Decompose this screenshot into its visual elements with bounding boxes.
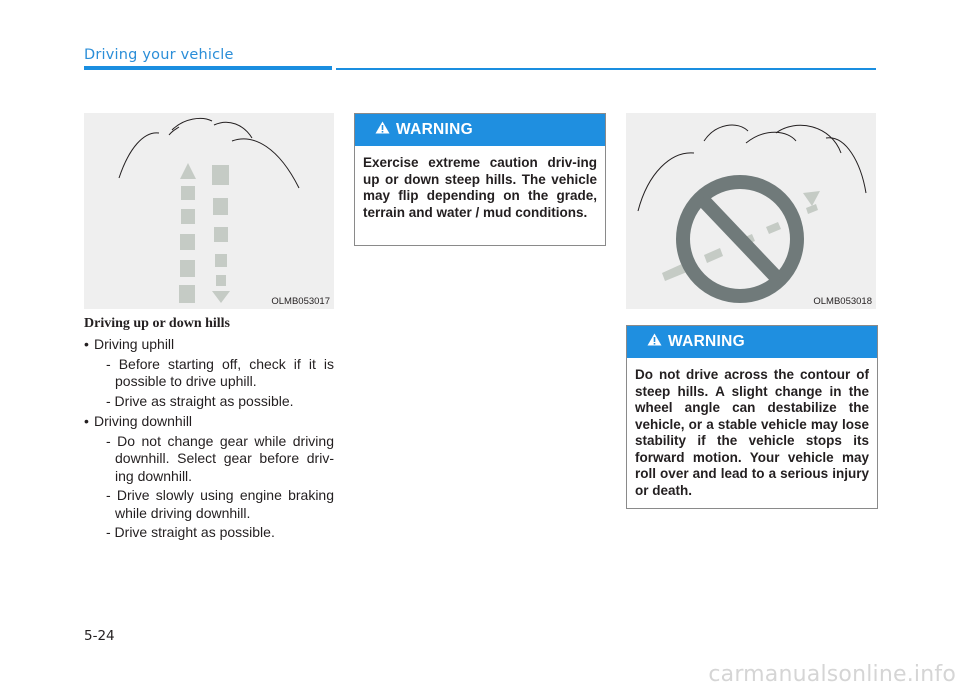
prohibited-icon <box>683 182 797 296</box>
section-heading: Driving up or down hills <box>84 316 231 331</box>
header-rule-thin <box>336 68 876 70</box>
watermark: carmanualsonline.info <box>708 662 956 687</box>
warning-text: Exercise extreme caution driv-ing up or down steep hills. The vehicle may flip depending on the grade, terrain and water / mud conditions. <box>363 155 597 220</box>
warning-header <box>355 114 605 146</box>
header-title: Driving your vehicle <box>84 47 234 63</box>
warning-box-steep-hills <box>354 113 606 246</box>
figure-code: OLMB053018 <box>813 296 872 307</box>
sub-item: - Do not change gear while driving downhill. Select gear before driv-ing downhill. <box>106 432 334 484</box>
page-number: 5-24 <box>84 628 115 644</box>
warning-text: Do not drive across the contour of steep hills. A slight change in the wheel angle can destabilize the vehicle, or a stable vehicle may lose stability if the vehicle stops its forward motion. Your vehicle may roll over and lead to a serious injury or death. <box>635 367 869 498</box>
warning-title: WARNING <box>668 333 746 350</box>
warning-triangle-icon <box>647 333 662 351</box>
warning-triangle-icon <box>375 121 390 139</box>
sub-item: - Drive as straight as possible. <box>106 392 294 409</box>
header-rule-thick <box>84 66 332 70</box>
prohibited-crossing-illustration <box>626 113 876 309</box>
figure-code: OLMB053017 <box>271 296 330 307</box>
hill-figure-up-down <box>84 113 334 309</box>
sub-item: - Drive straight as possible. <box>106 524 275 540</box>
hill-figure-across <box>626 113 876 309</box>
warning-title: WARNING <box>396 121 474 138</box>
hill-driving-instructions <box>84 334 334 545</box>
sub-item: - Before starting off, check if it is possible to drive uphill. <box>106 355 334 389</box>
warning-box-contour <box>626 325 878 509</box>
hill-illustration <box>84 113 334 309</box>
bullet-driving-uphill: • Driving uphill <box>84 336 334 354</box>
warning-header <box>627 326 877 358</box>
bullet-driving-downhill: • Driving downhill <box>84 413 334 431</box>
sub-item: - Drive slowly using engine braking while driving downhill. <box>106 487 334 521</box>
